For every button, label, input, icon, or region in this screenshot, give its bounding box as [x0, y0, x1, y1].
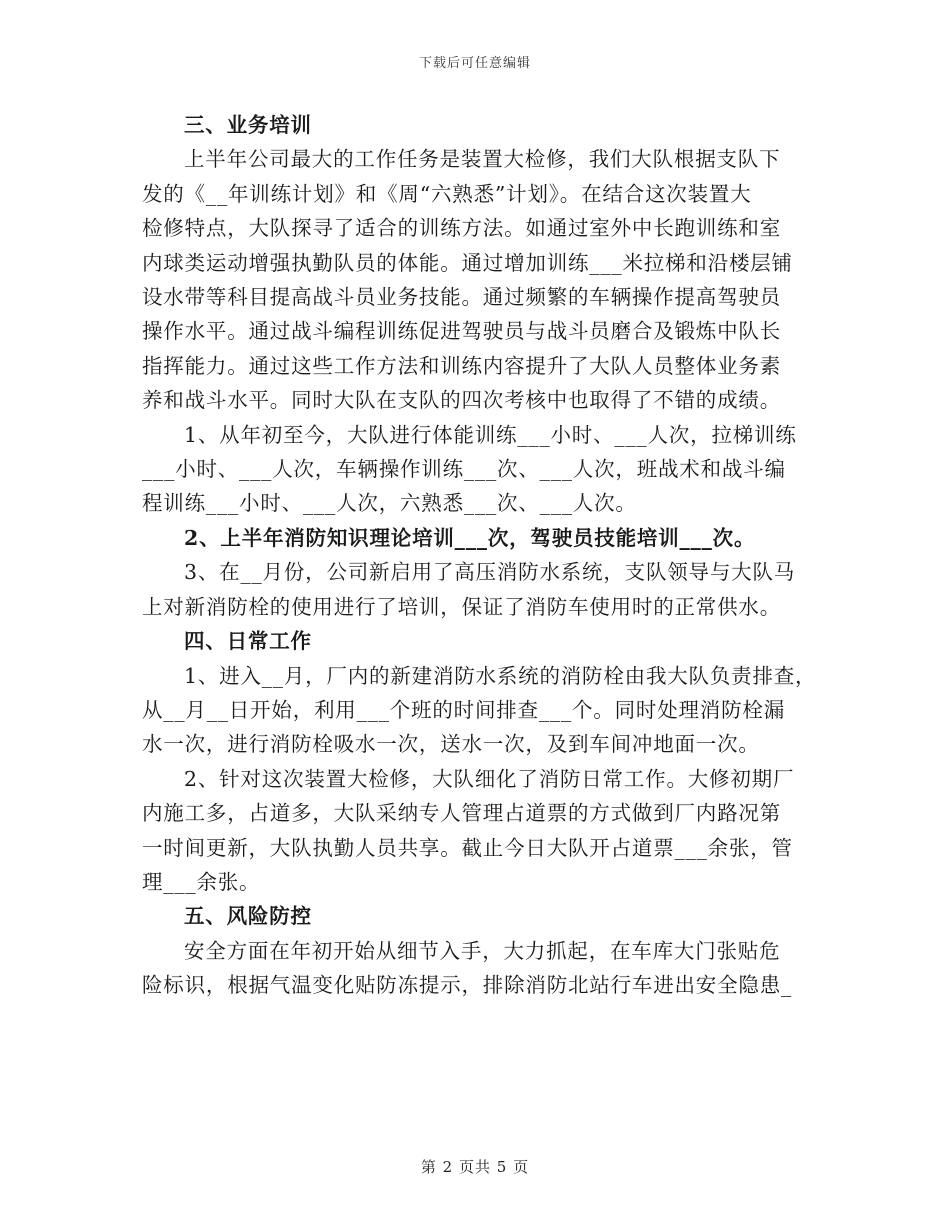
- paragraph-line: 发的《__年训练计划》和《周“六熟悉”计划》。在结合这次装置大: [142, 181, 752, 206]
- section-heading: 三、业务培训: [184, 113, 312, 137]
- paragraph-line: 从__月__日开始，利用___个班的时间排查___个。同时处理消防栓漏: [142, 697, 785, 722]
- paragraph-line: 指挥能力。通过这些工作方法和训练内容提升了大队人员整体业务素: [142, 353, 781, 378]
- paragraph-line: 养和战斗水平。同时大队在支队的四次考核中也取得了不错的成绩。: [142, 388, 781, 413]
- paragraph-line: 2、针对这次装置大检修，大队细化了消防日常工作。大修初期厂: [184, 766, 795, 791]
- paragraph-line: 内施工多，占道多，大队采纳专人管理占道票的方式做到厂内路况第: [142, 801, 781, 826]
- paragraph-line: 操作水平。通过战斗编程训练促进驾驶员与战斗员磨合及锻炼中队长: [142, 319, 781, 344]
- section-heading: 2、上半年消防知识理论培训___次，驾驶员技能培训___次。: [184, 525, 756, 550]
- paragraph-line: 3、在__月份，公司新启用了高压消防水系统，支队领导与大队马: [184, 560, 796, 585]
- page-header: 下载后可任意编辑: [418, 56, 531, 71]
- paragraph-line: ___小时、___人次，车辆操作训练___次、___人次，班战术和战斗编: [142, 457, 786, 482]
- paragraph-line: 程训练___小时、___人次，六熟悉___次、___人次。: [142, 491, 637, 516]
- paragraph-line: 上半年公司最大的工作任务是装置大检修，我们大队根据支队下: [184, 147, 781, 172]
- paragraph-line: 设水带等科目提高战斗员业务技能。通过频繁的车辆操作提高驾驶员: [142, 285, 781, 310]
- page-number-footer: 第 2 页共 5 页: [420, 1158, 530, 1176]
- section-heading: 五、风险防控: [184, 904, 312, 929]
- document-body: [142, 108, 817, 1003]
- paragraph-line: 1、进入__月，厂内的新建消防水系统的消防栓由我大队负责排查，: [184, 663, 817, 688]
- section-heading: 四、日常工作: [184, 629, 312, 654]
- paragraph-line: 险标识，根据气温变化贴防冻提示，排除消防北站行车进出安全隐患_: [142, 973, 793, 998]
- paragraph-line: 水一次，进行消防栓吸水一次，送水一次，及到车间冲地面一次。: [142, 732, 760, 757]
- paragraph-line: 1、从年初至今，大队进行体能训练___小时、___人次，拉梯训练: [184, 422, 797, 447]
- paragraph-line: 上对新消防栓的使用进行了培训，保证了消防车使用时的正常供水。: [142, 594, 781, 619]
- paragraph-line: 内球类运动增强执勤队员的体能。通过增加训练___米拉梯和沿楼层铺: [142, 250, 793, 275]
- paragraph-line: 理___余张。: [142, 869, 261, 894]
- paragraph-line: 检修特点，大队探寻了适合的训练方法。如通过室外中长跑训练和室: [142, 216, 781, 241]
- paragraph-line: 一时间更新，大队执勤人员共享。截止今日大队开占道票___余张，管: [142, 835, 793, 860]
- paragraph-line: 安全方面在年初开始从细节入手，大力抓起，在车库大门张贴危: [184, 938, 781, 963]
